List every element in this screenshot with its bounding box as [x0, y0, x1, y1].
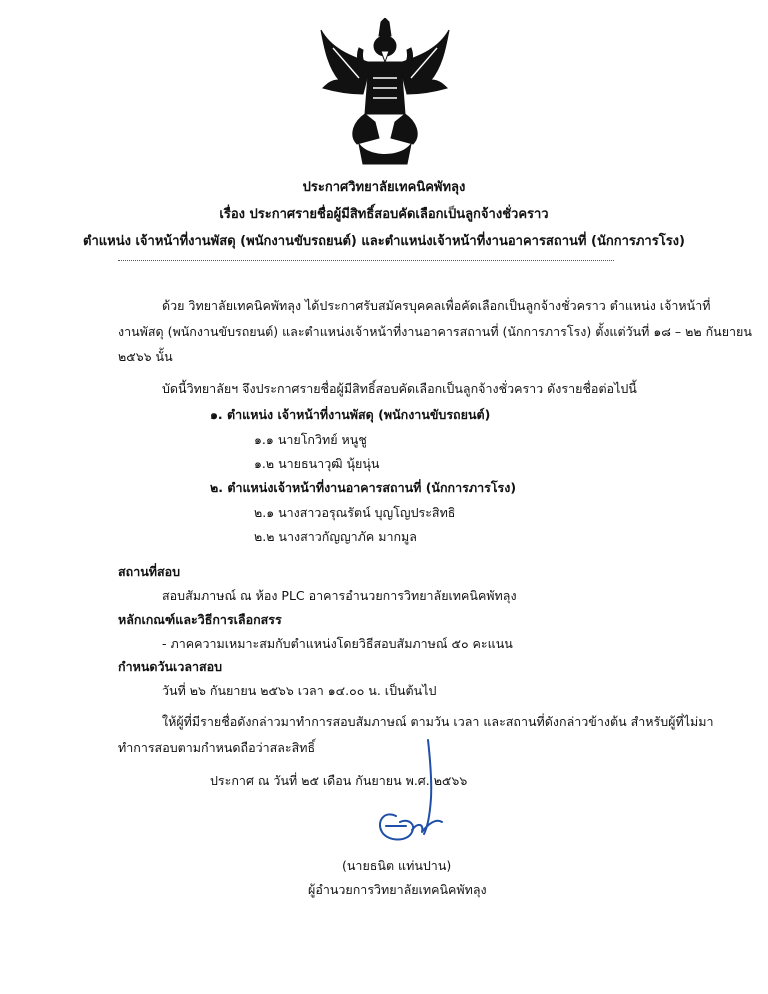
intro-line-1: ด้วย วิทยาลัยเทคนิคพัทลุง ได้ประกาศรับสมัครบุคคลเพื่อคัดเลือกเป็นลูกจ้างชั่วคราว ตำแหน่ง เจ้าหน้าที่ [162, 298, 711, 313]
announcement-date: ประกาศ ณ วันที่ ๒๕ เดือน กันยายน พ.ศ. ๒๕๖๖ [210, 773, 468, 788]
position-1-title: ๑. ตำแหน่ง เจ้าหน้าที่งานพัสดุ (พนักงานขับรถยนต์) [210, 407, 491, 422]
garuda-emblem-icon [319, 18, 451, 168]
schedule-heading: กำหนดวันเวลาสอบ [118, 659, 223, 674]
schedule-text: วันที่ ๒๖ กันยายน ๒๕๖๖ เวลา ๑๔.๐๐ น. เป็นต้นไป [162, 683, 437, 698]
announcement-title: ประกาศวิทยาลัยเทคนิคพัทลุง [302, 180, 466, 195]
position-1-name-2: ๑.๒ นายธนาวุฒิ นุ้ยนุ่น [254, 456, 380, 471]
signer-name: (นายธนิต แท่นปาน) [342, 858, 452, 873]
closing-line-2: ทำการสอบตามกำหนดถือว่าสละสิทธิ์ [118, 740, 316, 755]
criteria-text: - ภาคความเหมาะสมกับตำแหน่งโดยวิธีสอบสัมภาษณ์ ๕๐ คะแนน [162, 636, 513, 651]
announce-line: บัดนี้วิทยาลัยฯ จึงประกาศรายชื่อผู้มีสิทธิ์สอบคัดเลือกเป็นลูกจ้างชั่วคราว ดังรายชื่อต่อไปนี้ [162, 381, 637, 396]
criteria-heading: หลักเกณฑ์และวิธีการเลือกสรร [118, 612, 282, 627]
position-2-name-2: ๒.๒ นางสาวกัญญาภัค มากมูล [254, 529, 417, 544]
position-2-name-1: ๒.๑ นางสาวอรุณรัตน์ บุญโญประสิทธิ [254, 505, 456, 520]
intro-line-3: ๒๕๖๖ นั้น [118, 349, 173, 364]
dotted-divider [118, 260, 614, 261]
announcement-positions: ตำแหน่ง เจ้าหน้าที่งานพัสดุ (พนักงานขับรถยนต์) และตำแหน่งเจ้าหน้าที่งานอาคารสถานที่ (นักการภารโรง) [83, 234, 685, 249]
position-2-title: ๒. ตำแหน่งเจ้าหน้าที่งานอาคารสถานที่ (นักการภารโรง) [210, 480, 517, 495]
intro-line-2: งานพัสดุ (พนักงานขับรถยนต์) และตำแหน่งเจ้าหน้าที่งานอาคารสถานที่ (นักการภารโรง) ตั้งแต่วันที่ ๑๘ – ๒๒ กันยายน [118, 324, 752, 339]
position-1-name-1: ๑.๑ นายโกวิทย์ หนูชู [254, 432, 367, 447]
announcement-subject: เรื่อง ประกาศรายชื่อผู้มีสิทธิ์สอบคัดเลือกเป็นลูกจ้างชั่วคราว [219, 207, 549, 222]
venue-text: สอบสัมภาษณ์ ณ ห้อง PLC อาคารอำนวยการวิทยาลัยเทคนิคพัทลุง [162, 588, 517, 603]
venue-heading: สถานที่สอบ [118, 564, 181, 579]
handwritten-signature [362, 738, 472, 848]
signer-title: ผู้อำนวยการวิทยาลัยเทคนิคพัทลุง [308, 882, 487, 897]
closing-line-1: ให้ผู้ที่มีรายชื่อดังกล่าวมาทำการสอบสัมภาษณ์ ตามวัน เวลา และสถานที่ดังกล่าวข้างต้น สำหรับผู้ที่ไม่มา [162, 714, 714, 729]
